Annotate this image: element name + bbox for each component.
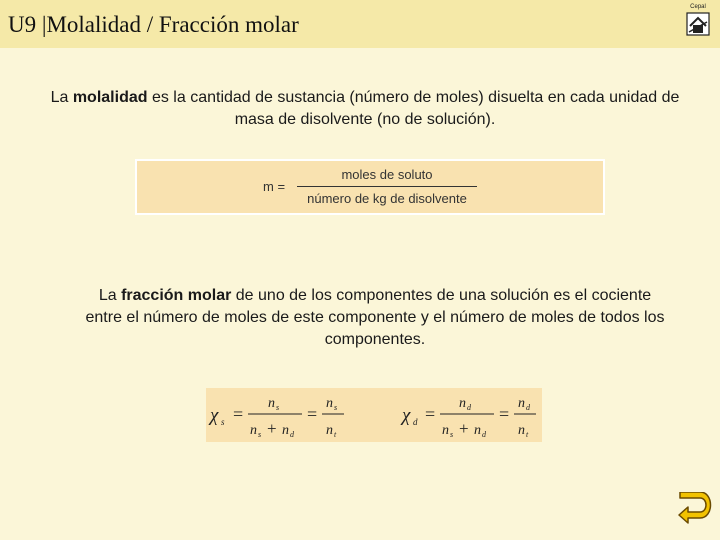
num-sub-2: s — [334, 403, 338, 412]
mole-fraction-text-start: La — [98, 287, 122, 304]
molality-text-end: es la cantidad de sustancia (número de moles) disuelta en cada unidad de masa de disolvente (no de solución). — [147, 89, 680, 128]
chi-s-subscript: s — [221, 417, 225, 427]
num-n-3: n — [459, 396, 466, 411]
den-sub-6: t — [526, 430, 529, 439]
eq-2: = — [307, 404, 318, 424]
den-n-3: n — [326, 423, 333, 438]
mole-fraction-text-end: de uno de los componentes de una solución es el cociente entre el número de moles de este componente y el número de moles de todos los componentes. — [85, 287, 665, 348]
num-n-1: n — [268, 396, 275, 411]
solvent-mole-fraction — [400, 396, 536, 439]
den-sub-4: s — [450, 430, 454, 439]
eq-3: = — [425, 404, 436, 424]
fraction-line — [297, 186, 477, 187]
den-n-5: n — [474, 423, 481, 438]
mole-fraction-formulas — [206, 388, 542, 442]
home-button[interactable] — [684, 4, 712, 36]
num-sub-4: d — [526, 403, 530, 412]
home-label: Cepal — [690, 4, 706, 10]
den-sub-1: s — [258, 430, 262, 439]
molality-definition — [50, 87, 680, 131]
home-icon — [686, 12, 710, 36]
mole-fraction-term: fracción molar — [121, 287, 232, 304]
molality-numerator: moles de soluto — [341, 167, 433, 182]
num-sub-3: d — [467, 403, 471, 412]
den-n-6: n — [518, 423, 525, 438]
plus-1: + — [267, 419, 277, 438]
plus-2: + — [459, 419, 469, 438]
molality-text-start: La — [50, 89, 73, 106]
eq-4: = — [499, 404, 510, 424]
molality-lhs: m = — [263, 179, 286, 194]
molality-formula — [135, 159, 605, 215]
mole-fraction-svg — [206, 388, 542, 442]
den-n-1: n — [250, 423, 257, 438]
molality-denominator: número de kg de disolvente — [307, 191, 467, 206]
den-n-4: n — [442, 423, 449, 438]
chi-s-symbol: χ — [210, 405, 219, 426]
back-button[interactable] — [676, 492, 712, 526]
mole-fraction-definition — [80, 285, 670, 351]
den-sub-3: t — [334, 430, 337, 439]
num-sub-1: s — [276, 403, 280, 412]
chi-d-subscript: d — [413, 417, 418, 427]
title-bar — [0, 0, 720, 48]
eq-1: = — [233, 404, 244, 424]
num-n-2: n — [326, 396, 333, 411]
den-n-2: n — [282, 423, 289, 438]
den-sub-2: d — [290, 430, 294, 439]
page-title: U9 |Molalidad / Fracción molar — [8, 12, 299, 37]
num-n-4: n — [518, 396, 525, 411]
chi-d-symbol: χ — [402, 405, 411, 426]
solute-mole-fraction — [208, 396, 344, 439]
molality-term: molalidad — [72, 89, 148, 106]
back-arrow-icon — [676, 492, 712, 526]
den-sub-5: d — [482, 430, 486, 439]
